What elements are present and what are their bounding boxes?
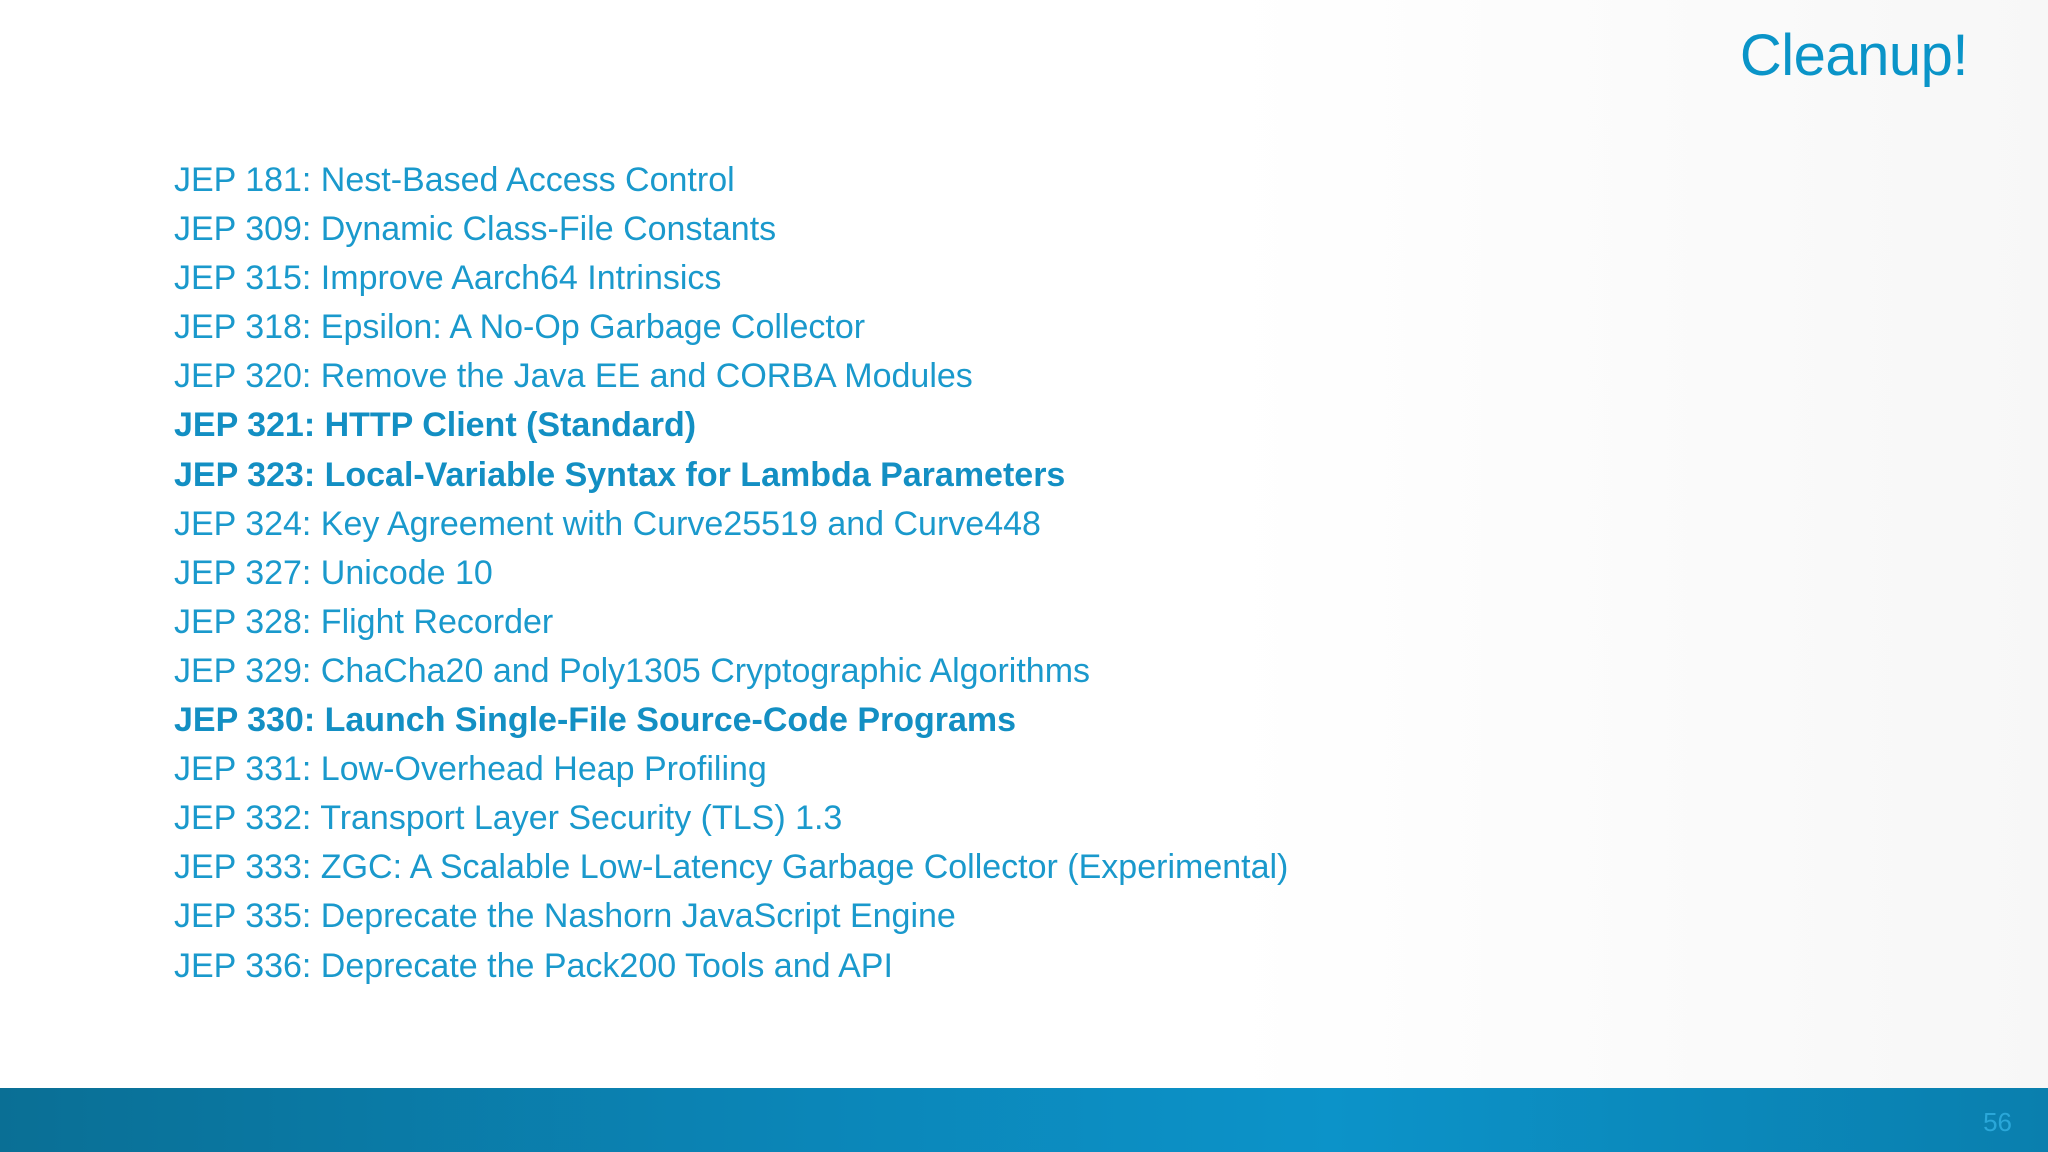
jep-list-item: JEP 336: Deprecate the Pack200 Tools and API	[174, 946, 893, 985]
jep-list-item: JEP 320: Remove the Java EE and CORBA Modules	[174, 357, 973, 396]
jep-list-item: JEP 335: Deprecate the Nashorn JavaScript Engine	[174, 897, 956, 936]
slide-title: Cleanup!	[1739, 23, 1968, 88]
jep-list-item: JEP 323: Local-Variable Syntax for Lambda Parameters	[174, 455, 1066, 494]
footer-bar	[0, 1088, 2048, 1152]
jep-list-item: JEP 321: HTTP Client (Standard)	[174, 406, 697, 445]
jep-list-item: JEP 181: Nest-Based Access Control	[174, 161, 735, 199]
jep-list-item: JEP 331: Low-Overhead Heap Profiling	[174, 750, 767, 789]
jep-list-item: JEP 332: Transport Layer Security (TLS) 1.3	[174, 799, 843, 838]
jep-list-item: JEP 328: Flight Recorder	[174, 602, 554, 641]
jep-list-item: JEP 329: ChaCha20 and Poly1305 Cryptographic Algorithms	[174, 651, 1091, 690]
jep-list-item: JEP 330: Launch Single-File Source-Code Programs	[174, 701, 1017, 740]
jep-list-item: JEP 333: ZGC: A Scalable Low-Latency Garbage Collector (Experimental)	[174, 848, 1289, 887]
page-number: 56	[1983, 1107, 2012, 1137]
jep-list-item: JEP 315: Improve Aarch64 Intrinsics	[174, 259, 722, 298]
jep-list-item: JEP 327: Unicode 10	[174, 553, 493, 592]
jep-list-item: JEP 318: Epsilon: A No-Op Garbage Collector	[174, 308, 866, 347]
jep-list-item: JEP 324: Key Agreement with Curve25519 and Curve448	[174, 504, 1041, 543]
jep-list	[174, 156, 1288, 991]
jep-list-item: JEP 309: Dynamic Class-File Constants	[174, 210, 777, 249]
